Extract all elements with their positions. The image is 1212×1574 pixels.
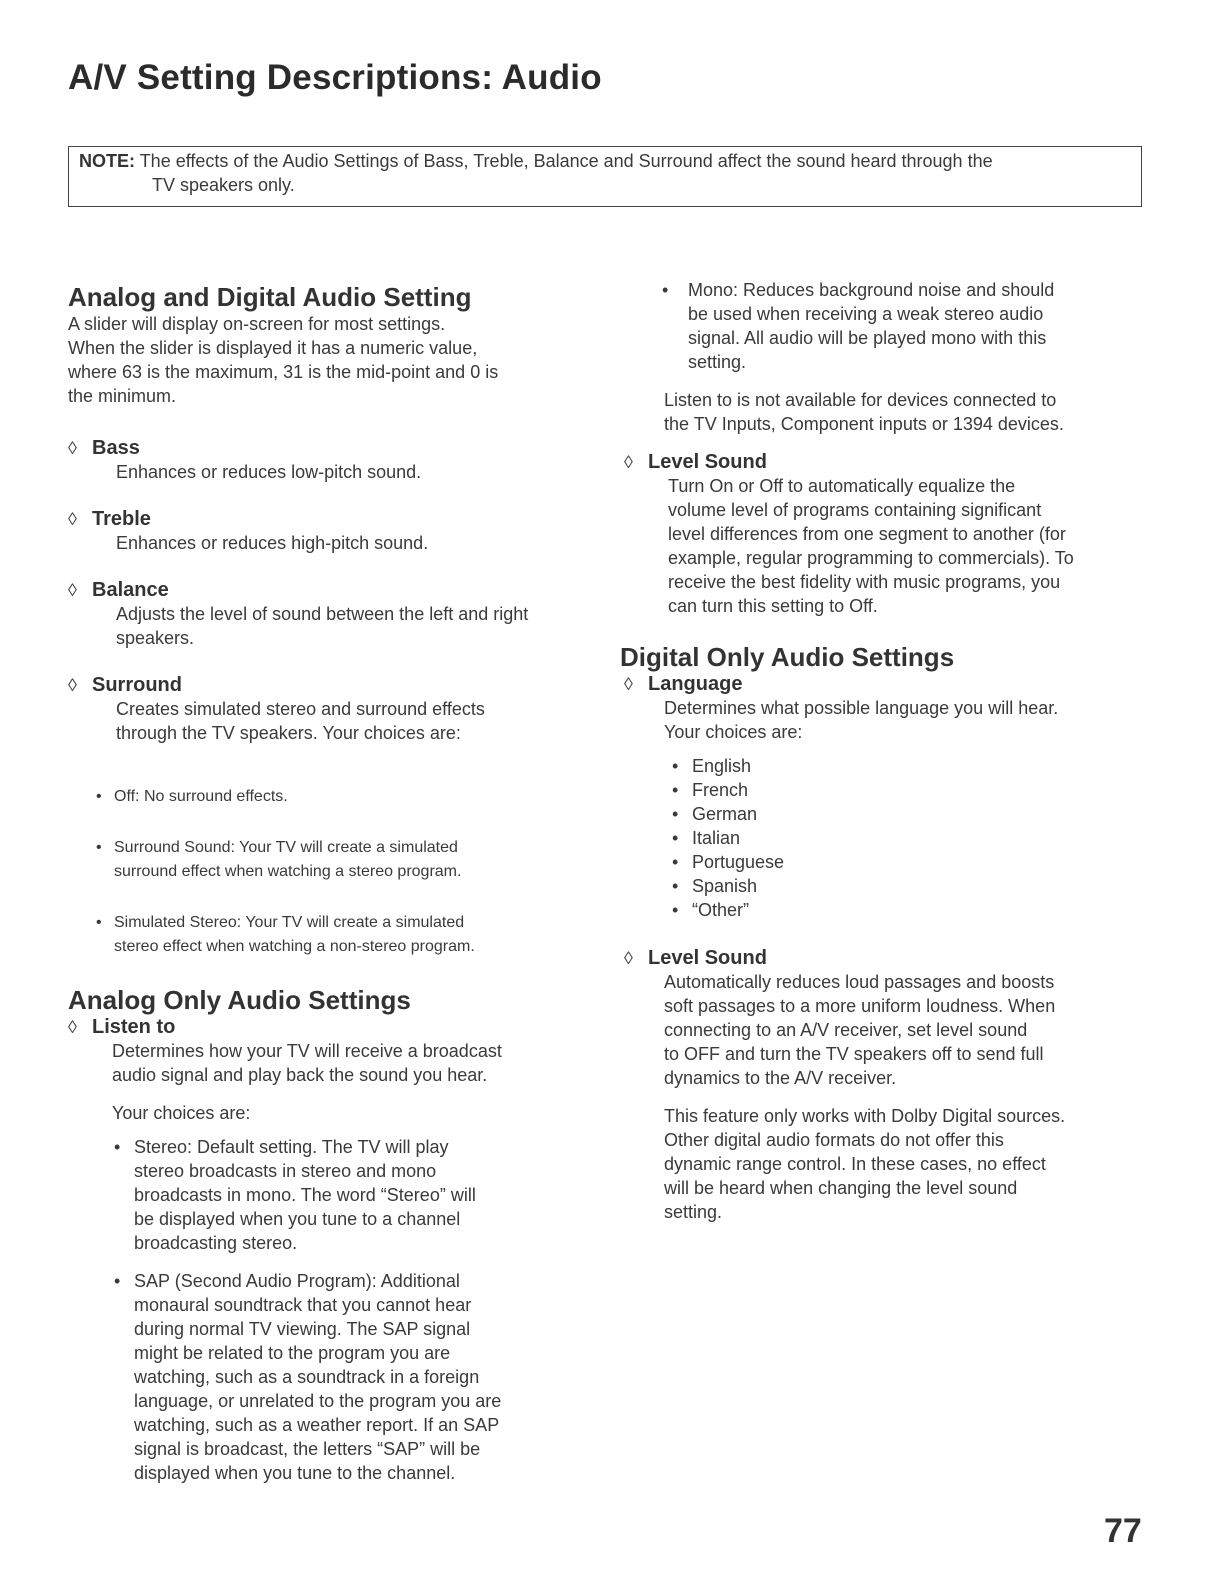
choice-line: signal. All audio will be played mono with this — [688, 328, 1047, 348]
intro-line: A slider will display on-screen for most settings. — [68, 314, 446, 334]
desc-line: dynamics to the A/V receiver. — [664, 1068, 897, 1088]
choice-line: surround effect when watching a stereo program. — [114, 863, 462, 880]
note-line: will be heard when changing the level sound — [664, 1178, 1018, 1198]
surround-choice — [68, 785, 608, 809]
analog-digital-intro — [68, 312, 608, 408]
language-option — [672, 898, 1150, 922]
language-options — [624, 754, 1150, 922]
surround-choice — [68, 911, 608, 959]
setting-head-surround — [68, 673, 608, 697]
bullet-icon: • — [672, 876, 679, 896]
setting-name: Balance — [92, 579, 169, 601]
choice-line: be displayed when you tune to a channel — [134, 1209, 461, 1229]
choice-line: Mono: Reduces background noise and should — [688, 280, 1055, 300]
diamond-icon: ◊ — [68, 1017, 77, 1037]
setting-bass — [68, 436, 608, 484]
desc-line: Creates simulated stereo and surround effects — [116, 699, 485, 719]
choice-line: SAP (Second Audio Program): Additional — [134, 1271, 460, 1291]
note-line: This feature only works with Dolby Digital sources. — [664, 1106, 1066, 1126]
listen-choice-stereo — [68, 1135, 608, 1255]
choice-line: setting. — [688, 352, 747, 372]
setting-balance — [68, 578, 608, 650]
intro-line: where 63 is the maximum, 31 is the mid-point and 0 is — [68, 362, 499, 382]
choice-line: broadcasting stereo. — [134, 1233, 298, 1253]
note-line: dynamic range control. In these cases, no effect — [664, 1154, 1046, 1174]
note-line: the TV Inputs, Component inputs or 1394 devices. — [664, 414, 1064, 434]
setting-head-listen-to — [68, 1015, 608, 1039]
language-label: French — [692, 780, 749, 800]
setting-name: Level Sound — [648, 947, 767, 969]
left-column — [68, 282, 608, 1485]
desc-line: can turn this setting to Off. — [668, 596, 878, 616]
bullet-icon: • — [662, 280, 669, 300]
bullet-icon: • — [114, 1137, 121, 1157]
language-option — [672, 802, 1150, 826]
right-column — [620, 278, 1150, 1224]
choice-line: might be related to the program you are — [134, 1343, 451, 1363]
setting-desc: Enhances or reduces low-pitch sound. — [116, 462, 422, 482]
choice-line: Off: No surround effects. — [114, 788, 288, 805]
choice-line: during normal TV viewing. The SAP signal — [134, 1319, 471, 1339]
bullet-icon: • — [672, 852, 679, 872]
note-line: setting. — [664, 1202, 723, 1222]
bullet-icon: • — [96, 914, 102, 931]
choice-line: stereo broadcasts in stereo and mono — [134, 1161, 437, 1181]
setting-desc — [624, 970, 1150, 1090]
language-option — [672, 850, 1150, 874]
intro-line: When the slider is displayed it has a numeric value, — [68, 338, 478, 358]
choice-line: Surround Sound: Your TV will create a simulated — [114, 839, 458, 856]
setting-name: Listen to — [92, 1016, 176, 1038]
desc-line: receive the best fidelity with music programs, you — [668, 572, 1061, 592]
language-label: English — [692, 756, 752, 776]
choice-line: stereo effect when watching a non-stereo program. — [114, 938, 475, 955]
note-line-2: TV speakers only. — [152, 175, 295, 195]
bullet-icon: • — [672, 780, 679, 800]
section-title-analog-only: Analog Only Audio Settings — [68, 985, 411, 1015]
diamond-icon: ◊ — [624, 452, 633, 472]
setting-desc — [68, 602, 608, 650]
bullet-icon: • — [672, 828, 679, 848]
page-title: A/V Setting Descriptions: Audio — [68, 58, 602, 97]
page-number: 77 — [1104, 1512, 1142, 1550]
diamond-icon: ◊ — [68, 438, 77, 458]
choice-line: be used when receiving a weak stereo audio — [688, 304, 1044, 324]
setting-desc: Enhances or reduces high-pitch sound. — [116, 533, 429, 553]
setting-name: Surround — [92, 674, 182, 696]
bullet-icon: • — [114, 1271, 121, 1291]
note-line-1: The effects of the Audio Settings of Bass, Treble, Balance and Surround affect the sound heard through the — [139, 151, 993, 171]
desc-line: through the TV speakers. Your choices are: — [116, 723, 461, 743]
language-label: Portuguese — [692, 852, 785, 872]
setting-level-sound-digital — [620, 946, 1150, 1224]
diamond-icon: ◊ — [68, 509, 77, 529]
setting-head-treble — [68, 507, 608, 531]
setting-language — [620, 672, 1150, 922]
choice-line: broadcasts in mono. The word “Stereo” will — [134, 1185, 476, 1205]
bullet-icon: • — [672, 900, 679, 920]
choices-label: Your choices are: — [112, 1103, 251, 1123]
choice-line: signal is broadcast, the letters “SAP” will be — [134, 1439, 481, 1459]
note-line: Listen to is not available for devices connected to — [664, 390, 1057, 410]
bullet-icon: • — [96, 788, 102, 805]
setting-head-balance — [68, 578, 608, 602]
setting-head-level-sound — [624, 946, 1150, 970]
setting-desc — [624, 474, 1150, 618]
desc-line: volume level of programs containing significant — [668, 500, 1042, 520]
diamond-icon: ◊ — [624, 674, 633, 694]
setting-desc — [624, 696, 1150, 744]
desc-line: Turn On or Off to automatically equalize the — [668, 476, 1016, 496]
desc-line: Automatically reduces loud passages and boosts — [664, 972, 1055, 992]
intro-line: the minimum. — [68, 386, 177, 406]
language-option — [672, 826, 1150, 850]
setting-name: Language — [648, 673, 743, 695]
diamond-icon: ◊ — [68, 675, 77, 695]
desc-line: Determines how your TV will receive a broadcast — [112, 1041, 502, 1061]
language-option — [672, 778, 1150, 802]
setting-name: Level Sound — [648, 451, 767, 473]
desc-line: level differences from one segment to another (for — [668, 524, 1066, 544]
desc-line: Determines what possible language you will hear. — [664, 698, 1059, 718]
section-title-analog-digital: Analog and Digital Audio Setting — [68, 282, 472, 312]
desc-line: example, regular programming to commercials). To — [668, 548, 1074, 568]
language-label: Spanish — [692, 876, 758, 896]
note-box — [68, 146, 1142, 207]
language-option — [672, 754, 1150, 778]
desc-line: to OFF and turn the TV speakers off to send full — [664, 1044, 1044, 1064]
setting-treble — [68, 507, 608, 555]
note-label: NOTE: — [79, 151, 135, 171]
listen-choice-mono — [620, 278, 1150, 374]
diamond-icon: ◊ — [68, 580, 77, 600]
choice-line: watching, such as a soundtrack in a foreign — [134, 1367, 480, 1387]
setting-listen-to — [68, 1015, 608, 1087]
setting-desc — [68, 1039, 608, 1087]
desc-line: Your choices are: — [664, 722, 803, 742]
desc-line: soft passages to a more uniform loudness. When — [664, 996, 1056, 1016]
setting-level-sound-analog — [620, 450, 1150, 618]
setting-head-language — [624, 672, 1150, 696]
choice-line: watching, such as a weather report. If an SAP — [134, 1415, 500, 1435]
setting-surround — [68, 673, 608, 745]
setting-name: Bass — [92, 437, 140, 459]
dolby-note — [624, 1104, 1150, 1224]
setting-desc — [68, 697, 608, 745]
choice-line: Simulated Stereo: Your TV will create a simulated — [114, 914, 465, 931]
choice-line: displayed when you tune to the channel. — [134, 1463, 456, 1483]
setting-name: Treble — [92, 508, 151, 530]
setting-head-level-sound — [624, 450, 1150, 474]
choice-line: monaural soundtrack that you cannot hear — [134, 1295, 472, 1315]
desc-line: connecting to an A/V receiver, set level sound — [664, 1020, 1028, 1040]
setting-head-bass — [68, 436, 608, 460]
note-line: Other digital audio formats do not offer this — [664, 1130, 1004, 1150]
bullet-icon: • — [96, 839, 102, 856]
listen-to-note — [620, 388, 1150, 436]
bullet-icon: • — [672, 804, 679, 824]
language-label: German — [692, 804, 758, 824]
choice-line: language, or unrelated to the program you are — [134, 1391, 502, 1411]
language-label: Italian — [692, 828, 741, 848]
desc-line: Adjusts the level of sound between the left and right — [116, 604, 529, 624]
listen-choice-sap — [68, 1269, 608, 1485]
diamond-icon: ◊ — [624, 948, 633, 968]
bullet-icon: • — [672, 756, 679, 776]
choice-line: Stereo: Default setting. The TV will play — [134, 1137, 449, 1157]
language-label: “Other” — [692, 900, 750, 920]
surround-choice — [68, 836, 608, 884]
section-title-digital-only: Digital Only Audio Settings — [620, 642, 955, 672]
desc-line: speakers. — [116, 628, 195, 648]
language-option — [672, 874, 1150, 898]
desc-line: audio signal and play back the sound you hear. — [112, 1065, 488, 1085]
